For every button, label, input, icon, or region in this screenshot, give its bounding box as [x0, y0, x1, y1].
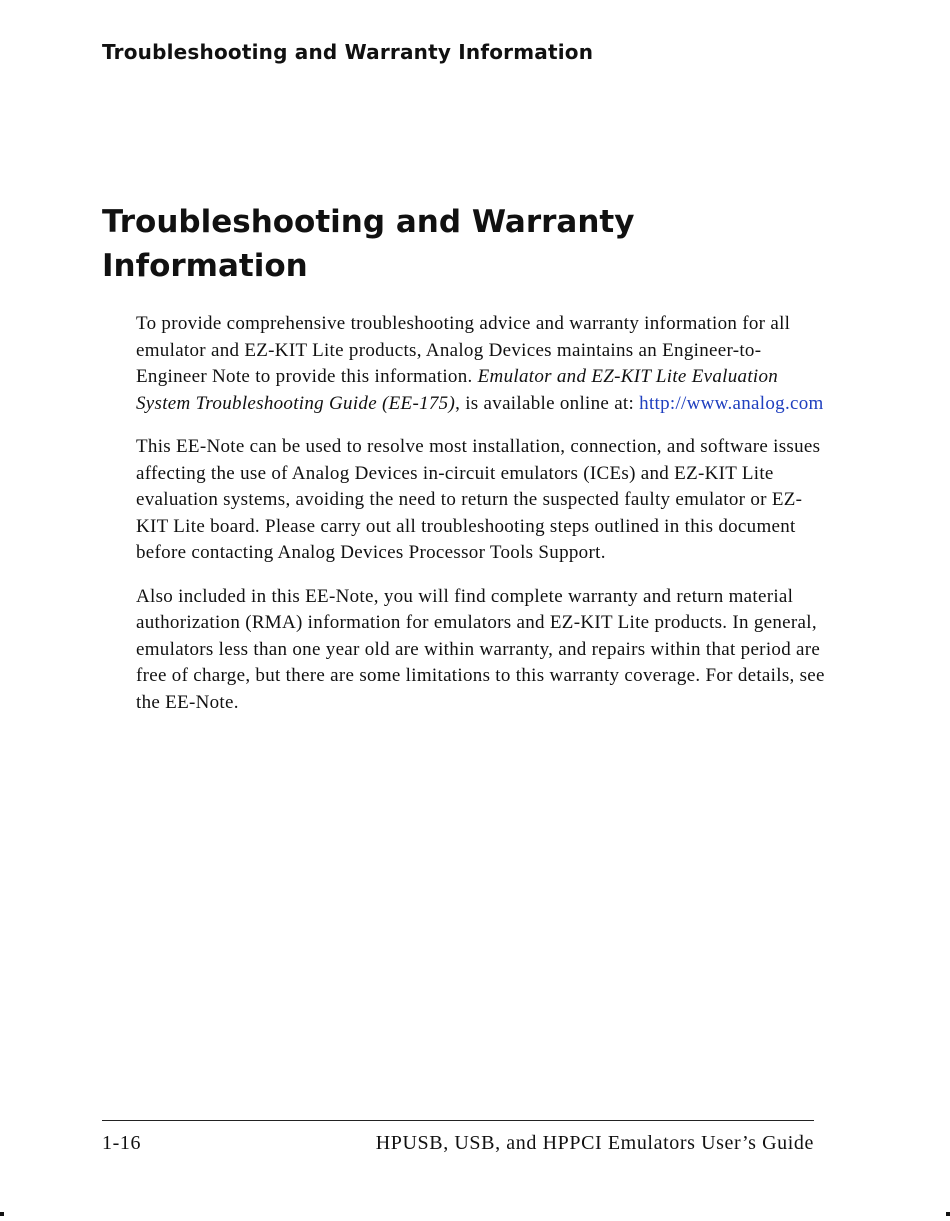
- page-number: 1-16: [102, 1132, 142, 1154]
- body-text: [136, 311, 826, 733]
- corner-mark-right: [946, 1212, 950, 1216]
- paragraph-1-text: To provide comprehensive troubleshooting advice and warranty information for all emulator and EZ-KIT Lite products, Analog Devices maintains an Engineer-to-Engineer Note to provide this information.: [136, 313, 791, 387]
- section-title-line-1: Troubleshooting and Warranty: [102, 204, 635, 240]
- paragraph-3: Also included in this EE-Note, you will find complete warranty and return material authorization (RMA) information for emulators and EZ-KIT Lite products. In general, emulators less than one year old are within warranty, and repairs within that period are free of charge, but there are some limitations to this warranty coverage. For details, see the EE-Note.: [136, 585, 825, 713]
- document-title: Emulator and EZ-KIT Lite Evaluation System Troubleshooting Guide (EE-175): [136, 366, 779, 414]
- running-header: Troubleshooting and Warranty Information: [102, 40, 594, 64]
- section-title-line-2: Information: [102, 248, 308, 284]
- paragraph-2: This EE-Note can be used to resolve most installation, connection, and software issues affecting the use of Analog Devices in-circuit emulators (ICEs) and EZ-KIT Lite evaluation systems, avoiding the need to return the suspected faulty emulator or EZ-KIT Lite board. Please carry out all troubleshooting steps outlined in this document before contacting Analog Devices Processor Tools Support.: [136, 436, 821, 563]
- paragraph-1: [136, 311, 826, 417]
- guide-title: HPUSB, USB, and HPPCI Emulators User’s Guide: [375, 1132, 814, 1154]
- corner-mark-left: [0, 1212, 4, 1216]
- analog-website-link[interactable]: http://www.analog.com: [639, 392, 824, 414]
- footer-rule: [102, 1120, 814, 1121]
- availability-text: , is available online at:: [455, 392, 640, 414]
- section-title: [102, 200, 802, 288]
